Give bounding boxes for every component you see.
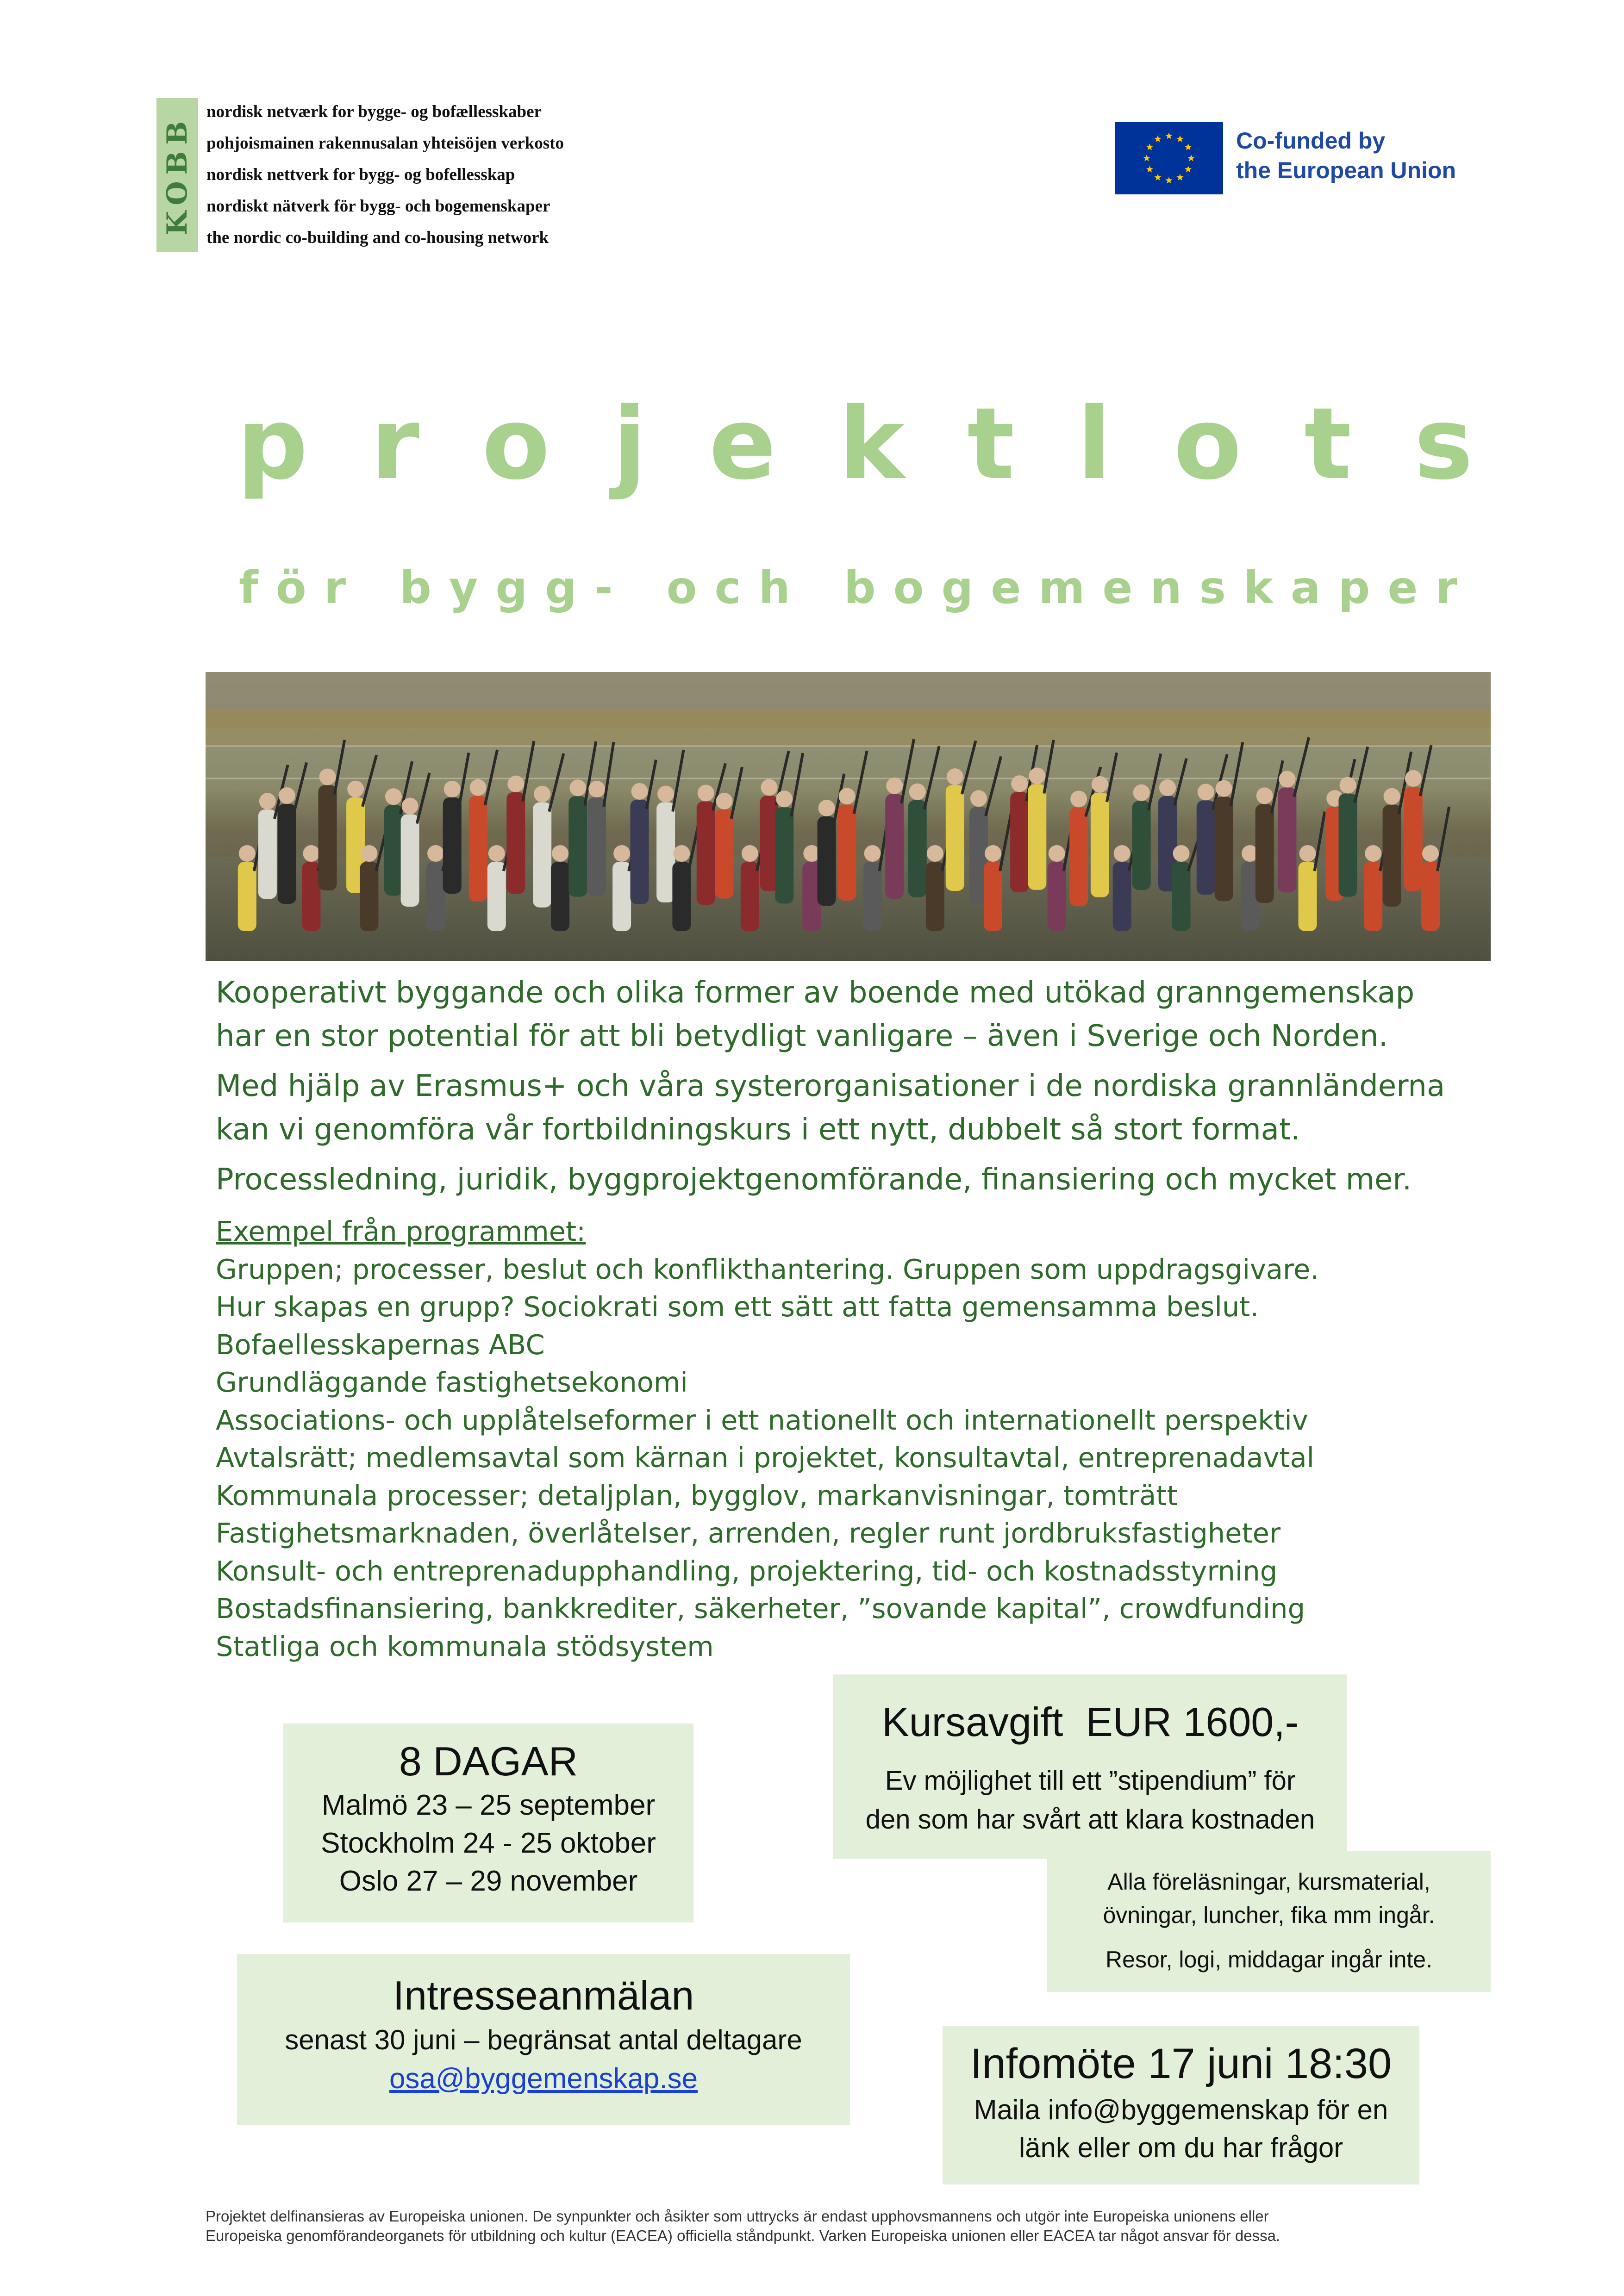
program-heading: Exempel från programmet: <box>216 1215 586 1247</box>
subtitle-letter: f <box>239 562 258 614</box>
network-name: the nordic co-building and co-housing network <box>206 228 549 247</box>
subtitle <box>239 560 1457 616</box>
fee-note <box>833 1761 1347 1839</box>
subtitle-gap <box>363 560 382 616</box>
disclaimer-line: Europeiska genomförandeorganets för utbildning och kultur (EACEA) officiella ståndpunkt. Varken Europeiska unionen eller EACEA tar något ansvar för dessa. <box>206 2227 1280 2244</box>
subtitle-letter: b <box>400 562 431 614</box>
title-letter: o <box>1174 386 1242 502</box>
info-meeting-line: Maila info@byggemenskap för en <box>974 2094 1388 2125</box>
program-item: Hur skapas en grupp? Sociokrati som ett sätt att fatta gemensamma beslut. <box>216 1291 1259 1323</box>
subtitle-letter: e <box>1102 562 1133 614</box>
kobb-logo-text: KOBB <box>161 114 194 236</box>
title-letter: p <box>237 386 308 502</box>
group-photo-illustration <box>206 672 1491 961</box>
includes-box <box>1047 1851 1491 1992</box>
intro-line: kan vi genomföra vår fortbildningskurs i ett nytt, dubbelt så stort format. <box>216 1113 1300 1147</box>
eu-star-icon <box>1154 174 1161 180</box>
date-line: Oslo 27 – 29 november <box>339 1865 638 1897</box>
eu-flag-stars <box>1115 122 1223 194</box>
eu-star-icon <box>1185 143 1192 150</box>
intro-paragraph-2 <box>216 1064 1512 1151</box>
subtitle-letter: b <box>843 562 876 614</box>
program-item: Fastighetsmarknaden, överlåtelser, arrenden, regler runt jordbruksfastigheter <box>216 1517 1281 1549</box>
eu-cofunded-text <box>1236 126 1456 185</box>
intro-line: Kooperativt byggande och olika former av boende med utökad granngemenskap <box>216 976 1415 1010</box>
interest-heading: Intresseanmälan <box>393 1972 694 2018</box>
main-title <box>237 386 1473 502</box>
intro-line: har en stor potential för att bli betydligt vanligare – även i Sverige och Norden. <box>216 1019 1388 1053</box>
title-letter: k <box>838 386 905 502</box>
fee-note-line: Ev möjlighet till ett ”stipendium” för <box>885 1766 1296 1796</box>
subtitle-letter: s <box>1199 562 1226 614</box>
subtitle-letter: n <box>1150 562 1182 614</box>
program-item: Avtalsrätt; medlemsavtal som kärnan i projektet, konsultavtal, entreprenadavtal <box>216 1442 1315 1474</box>
intro-paragraph-3 <box>216 1158 1512 1201</box>
subtitle-letter: r <box>1435 562 1457 614</box>
interest-email-link[interactable]: osa@byggemenskap.se <box>389 2063 698 2095</box>
subtitle-letter: o <box>666 562 697 614</box>
eu-star-icon <box>1154 135 1161 142</box>
disclaimer-line: Projektet delfinansieras av Europeiska unionen. De synpunkter och åsikter som uttrycks är endast upphovsmannens och utgör inte Europeiska unionens eller <box>206 2208 1269 2225</box>
subtitle-letter: - <box>594 562 613 614</box>
program-item: Statliga och kommunala stödsystem <box>216 1630 714 1662</box>
subtitle-letter: g <box>941 562 974 614</box>
eu-star-icon <box>1176 135 1183 142</box>
subtitle-letter: o <box>893 562 924 614</box>
subtitle-letter: m <box>1038 562 1085 614</box>
group-photo <box>206 672 1491 961</box>
title-letter: o <box>481 386 550 502</box>
program-item: Grundläggande fastighetsekonomi <box>216 1366 688 1398</box>
includes-line: Alla föreläsningar, kursmaterial, <box>1107 1869 1430 1895</box>
eu-star-icon <box>1165 177 1172 184</box>
fee-note-line: den som har svårt att klara kostnaden <box>865 1804 1315 1835</box>
subtitle-letter: e <box>991 562 1021 614</box>
intro-text <box>216 971 1512 1208</box>
title-letter: t <box>1304 386 1352 502</box>
title-letter: j <box>612 386 647 502</box>
eu-star-icon <box>1143 155 1150 162</box>
network-name: nordisk nettverk for bygg- og bofellesskap <box>206 165 515 184</box>
includes-line: övningar, luncher, fika mm ingår. <box>1103 1902 1435 1928</box>
subtitle-letter: y <box>449 562 478 614</box>
subtitle-letter: k <box>1243 562 1273 614</box>
excluded-line: Resor, logi, middagar ingår inte. <box>1106 1947 1432 1972</box>
eu-flag-icon <box>1115 122 1223 194</box>
subtitle-letter: p <box>1338 562 1370 614</box>
program-item: Associations- och upplåtelseformer i ett nationellt och internationellt perspektiv <box>216 1404 1308 1436</box>
date-line: Malmö 23 – 25 september <box>321 1789 656 1821</box>
kobb-logo <box>156 98 198 252</box>
eu-line-2: the European Union <box>1236 157 1456 183</box>
eu-star-icon <box>1187 155 1194 162</box>
title-letter: s <box>1414 386 1473 502</box>
eu-star-icon <box>1146 143 1153 150</box>
interest-deadline: senast 30 juni – begränsat antal deltagare <box>285 2024 802 2055</box>
eu-line-1: Co-funded by <box>1236 128 1386 154</box>
info-meeting-box <box>943 2026 1419 2184</box>
subtitle-letter: g <box>545 562 577 614</box>
network-name: nordisk netværk for bygge- og bofællesskaber <box>206 102 542 121</box>
subtitle-letter: a <box>1290 562 1321 614</box>
title-letter: e <box>709 386 776 502</box>
subtitle-letter: r <box>324 562 346 614</box>
info-meeting-line: länk eller om du har frågor <box>1018 2132 1343 2163</box>
subtitle-letter: c <box>714 562 741 614</box>
date-line: Stockholm 24 - 25 oktober <box>321 1827 656 1859</box>
network-names <box>206 96 564 254</box>
program-item: Gruppen; processer, beslut och konflikthantering. Gruppen som uppdragsgivare. <box>216 1253 1319 1285</box>
network-name: pohjoismainen rakennusalan yhteisöjen verkosto <box>206 134 564 153</box>
fee-heading: Kursavgift EUR 1600,- <box>882 1699 1299 1745</box>
intro-line: Processledning, juridik, byggprojektgenomförande, finansiering och mycket mer. <box>216 1163 1412 1197</box>
program-item: Bofaellesskapernas ABC <box>216 1328 545 1361</box>
fee-box <box>833 1674 1347 1859</box>
title-letter: t <box>967 386 1015 502</box>
program-item: Bostadsfinansiering, bankkrediter, säkerheter, ”sovande kapital”, crowdfunding <box>216 1593 1305 1624</box>
title-letter: r <box>370 386 419 502</box>
title-letter: l <box>1077 386 1111 502</box>
eu-star-icon <box>1146 166 1153 173</box>
subtitle-gap <box>808 560 826 616</box>
eu-star-icon <box>1185 166 1192 173</box>
eu-star-icon <box>1176 174 1183 180</box>
program-item: Kommunala processer; detaljplan, bygglov, markanvisningar, tomträtt <box>216 1479 1178 1512</box>
subtitle-letter: e <box>1387 562 1418 614</box>
interest-box <box>237 1954 850 2125</box>
program-list <box>216 1213 1512 1665</box>
dates-box <box>283 1724 693 1923</box>
network-name: nordiskt nätverk för bygg- och bogemenskaper <box>206 197 550 216</box>
eu-star-icon <box>1165 132 1172 139</box>
info-meeting-heading: Infomöte 17 juni 18:30 <box>970 2040 1392 2087</box>
subtitle-letter: h <box>758 562 790 614</box>
dates-heading: 8 DAGAR <box>399 1738 578 1784</box>
intro-paragraph-1 <box>216 971 1512 1058</box>
intro-line: Med hjälp av Erasmus+ och våra systerorganisationer i de nordiska grannländerna <box>216 1069 1445 1103</box>
subtitle-gap <box>631 560 649 616</box>
program-item: Konsult- och entreprenadupphandling, projektering, tid- och kostnadsstyrning <box>216 1555 1278 1587</box>
eu-disclaimer <box>206 2207 1502 2246</box>
subtitle-letter: ö <box>275 562 306 614</box>
subtitle-letter: g <box>495 562 528 614</box>
